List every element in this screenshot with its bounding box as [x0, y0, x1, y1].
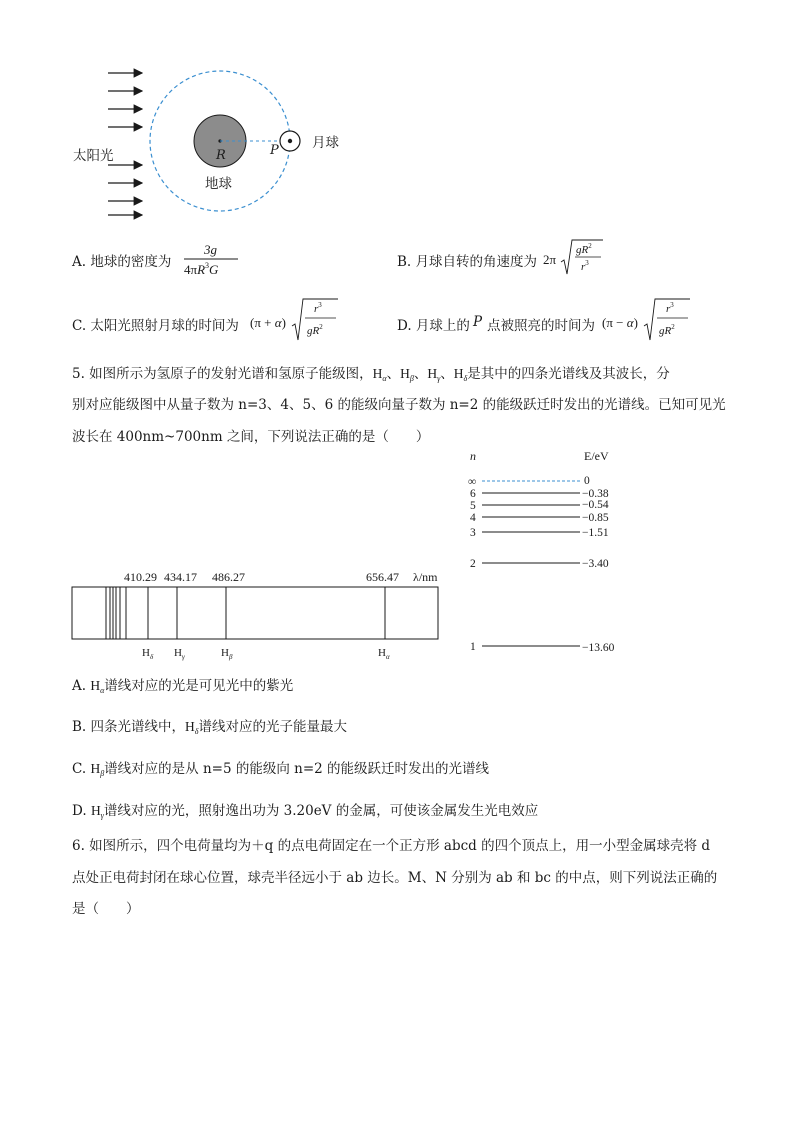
wavelength-486: 486.27 — [212, 570, 245, 584]
svg-text:gR2: $gR^2$ — [307, 323, 323, 337]
option-5b: B. 四条光谱线中，$H_\delta$谱线对应的光子能量最大 — [72, 719, 347, 736]
svg-text:4: 4 — [470, 512, 476, 524]
svg-text:r3: $r^3$ — [666, 301, 674, 315]
svg-text:6: 6 — [470, 488, 476, 500]
angular-velocity-formula — [543, 238, 605, 278]
wavelength-656: 656.47 — [366, 570, 399, 584]
moon-label: 月球 — [312, 135, 339, 151]
svg-text:1: 1 — [470, 641, 476, 653]
svg-text:r3: $r^3$ — [581, 259, 589, 273]
radius-label: R — [216, 148, 226, 163]
option-5d: D. $H_\gamma$谱线对应的光，照射逸出功为 3.20eV 的金属，可使该金属发生光电效应 — [72, 803, 539, 820]
svg-text:−1.51: −1.51 — [582, 527, 609, 539]
option-5c: C. $H_\beta$谱线对应的是从 n=5 的能级向 n=2 的能级跃迁时发出的光谱线 — [72, 761, 490, 778]
svg-text:3g: 3g — [204, 242, 217, 257]
spectrum-frame — [72, 587, 438, 639]
illuminated-time-formula — [602, 296, 692, 344]
svg-text:−0.54: −0.54 — [582, 499, 609, 511]
svg-text:gR2: $gR^2$ — [576, 242, 592, 256]
point-p-label: P — [270, 143, 279, 158]
question-6-line-3: 是（ ） — [72, 901, 140, 917]
svg-text:−13.60: −13.60 — [582, 642, 615, 654]
svg-text:r3: $r^3$ — [314, 301, 322, 315]
density-formula — [180, 240, 242, 280]
svg-text:3: 3 — [470, 527, 476, 539]
question-5-line-1: 5. 如图所示为氢原子的发射光谱和氢原子能级图，$H_\alpha$、$H_\beta$、$H_\gamma$、$H_\delta$是其中的四条光谱线及其波长，分 — [72, 366, 670, 383]
svg-text:2π: 2π — [543, 252, 557, 267]
energy-axis-label: E/eV — [584, 450, 609, 463]
n-axis-label: n — [470, 450, 476, 463]
svg-text:gR2: $gR^2$ — [659, 323, 675, 337]
energy-level-diagram — [460, 450, 640, 660]
wavelength-434: 434.17 — [164, 570, 197, 584]
question-6-line-2: 点处正电荷封闭在球心位置，球壳半径远小于 ab 边长。M、N 分别为 ab 和 bc 的中点，则下列说法正确的 — [72, 870, 718, 886]
svg-text:(π + α): (π + α) — [250, 315, 286, 330]
option-5a: A. $H_\alpha$谱线对应的光是可见光中的紫光 — [72, 678, 294, 695]
svg-text:2: 2 — [470, 558, 476, 570]
line-label-h-gamma: $H_\gamma$ — [174, 647, 185, 661]
sunlight-label: 太阳光 — [73, 148, 114, 164]
earth-label: 地球 — [205, 176, 232, 192]
line-label-h-alpha: $H_\alpha$ — [378, 647, 390, 661]
wavelength-410: 410.29 — [124, 570, 157, 584]
question-6-line-1: 6. 如图所示，四个电荷量均为＋q 的点电荷固定在一个正方形 abcd 的四个顶点上，用一小型金属球壳将 d — [72, 838, 711, 854]
line-label-h-delta: $H_\delta$ — [142, 647, 154, 661]
svg-text:−0.38: −0.38 — [582, 488, 609, 500]
svg-text:(π − α): (π − α) — [602, 315, 638, 330]
question-5-line-3: 波长在 400nm~700nm 之间，下列说法正确的是（ ） — [72, 429, 430, 445]
sunlit-time-formula — [250, 296, 340, 344]
svg-text:∞: ∞ — [468, 476, 477, 488]
svg-text:4πR3G: $4\pi R^3G$ — [184, 261, 219, 277]
wavelength-axis-unit: λ/nm — [413, 570, 438, 584]
line-label-h-beta: $H_\beta$ — [221, 647, 233, 661]
svg-text:5: 5 — [470, 500, 476, 512]
svg-text:−0.85: −0.85 — [582, 512, 609, 524]
svg-text:−3.40: −3.40 — [582, 558, 609, 570]
svg-text:0: 0 — [584, 475, 590, 487]
emission-spectrum — [60, 565, 460, 665]
question-5-line-2: 别对应能级图中从量子数为 n=3、4、5、6 的能级向量子数为 n=2 的能级跃迁时发出的光谱线。已知可见光 — [72, 397, 726, 413]
